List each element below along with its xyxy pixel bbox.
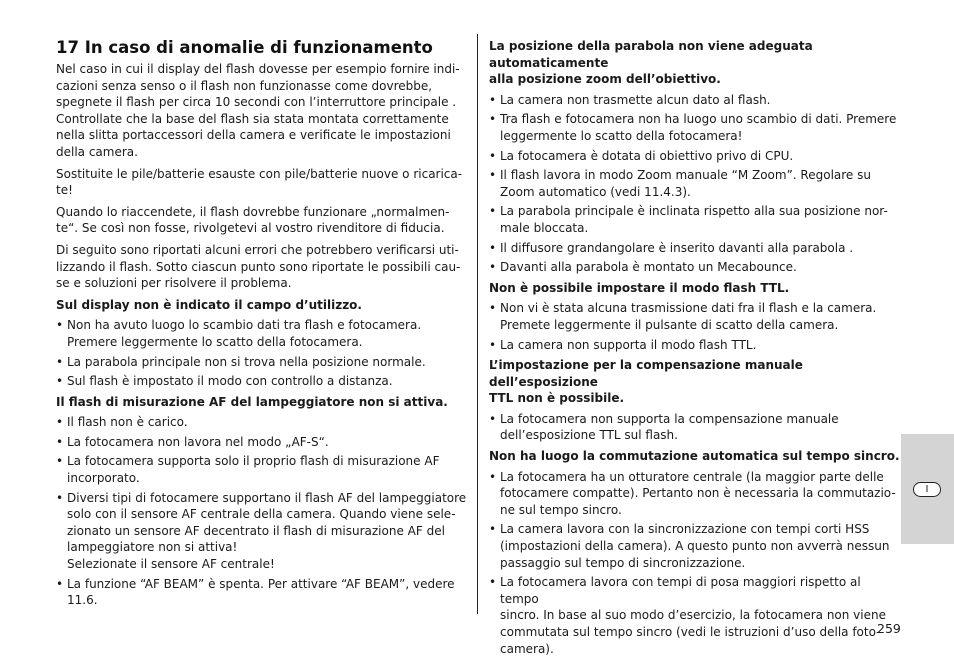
left-column bbox=[56, 38, 468, 613]
list-item-text: Diversi tipi di fotocamere supportano il flash AF del lampeggiatore solo con il sensore AF centrale della camera. Quando viene sele- zionato un sensore AF decentrato il flash di misurazione AF del lampeggiatore non si attiva! Selezionate il sensore AF centrale! bbox=[67, 490, 467, 572]
bullet-icon: • bbox=[56, 434, 64, 449]
bullet-icon: • bbox=[489, 337, 497, 352]
list-item-text: La fotocamera supporta solo il proprio flash di misurazione AF incorporato. bbox=[67, 454, 440, 486]
list-item-text: Davanti alla parabola è montato un Mecabounce. bbox=[500, 260, 797, 275]
intro-paragraph: Di seguito sono riportati alcuni errori che potrebbero verificarsi uti- lizzando il flash. Sotto ciascun punto sono riportate le possibili cau- se e soluzioni per risolvere il problema. bbox=[56, 242, 461, 291]
bullet-icon: • bbox=[489, 112, 497, 127]
list-item bbox=[489, 259, 901, 276]
bullet-icon: • bbox=[489, 148, 497, 163]
bullet-list bbox=[489, 411, 901, 444]
list-item-text: Non vi è stata alcuna trasmissione dati fra il flash e la camera. Premete leggermente il pulsante di scatto della camera. bbox=[500, 301, 877, 332]
list-item bbox=[489, 92, 901, 109]
bullet-icon: • bbox=[489, 240, 497, 255]
list-item-text: La parabola principale non si trova nella posizione normale. bbox=[67, 354, 426, 369]
subsection-heading: Non ha luogo la commutazione automatica sul tempo sincro. bbox=[489, 449, 900, 464]
bullet-icon: • bbox=[489, 575, 497, 590]
list-item-text: La camera lavora con la sincronizzazione con tempi corti HSS (impostazioni della camera). A questo punto non avverrà nessun passaggio sul tempo di sincronizzazione. bbox=[500, 522, 890, 570]
list-item bbox=[56, 490, 468, 573]
right-column bbox=[489, 38, 901, 661]
list-item bbox=[489, 411, 901, 444]
bullet-list bbox=[56, 317, 468, 389]
list-item bbox=[56, 373, 468, 390]
left-sections bbox=[56, 297, 468, 609]
language-badge: I bbox=[913, 482, 941, 497]
intro-text bbox=[56, 61, 468, 292]
intro-paragraph: Quando lo riaccendete, il flash dovrebbe funzionare „normalmen- te“. Se così non fosse, rivolgetevi al vostro rivenditore di fiducia. bbox=[56, 204, 450, 236]
language-tab bbox=[901, 434, 954, 544]
list-item bbox=[56, 317, 468, 350]
list-item-text: Il flash non è carico. bbox=[67, 415, 188, 430]
bullet-icon: • bbox=[489, 92, 497, 107]
list-item bbox=[56, 453, 468, 486]
subsection-heading: La posizione della parabola non viene adeguata automaticamente alla posizione zoom dell’obiettivo. bbox=[489, 39, 813, 87]
list-item bbox=[489, 111, 901, 144]
list-item bbox=[489, 240, 901, 257]
bullet-icon: • bbox=[56, 354, 64, 369]
list-item-text: La funzione “AF BEAM” è spenta. Per attivare “AF BEAM”, vedere 11.6. bbox=[67, 576, 455, 608]
subsection-heading: Non è possibile impostare il modo flash TTL. bbox=[489, 280, 790, 295]
bullet-icon: • bbox=[56, 415, 64, 430]
bullet-list bbox=[489, 469, 901, 658]
list-item-text: Sul flash è impostato il modo con controllo a distanza. bbox=[67, 374, 393, 389]
bullet-icon: • bbox=[56, 490, 64, 505]
bullet-icon: • bbox=[56, 318, 64, 333]
bullet-icon: • bbox=[56, 374, 64, 389]
bullet-list bbox=[56, 414, 468, 609]
list-item-text: La camera non supporta il modo flash TTL. bbox=[500, 337, 757, 352]
section-title: 17 In caso di anomalie di funzionamento bbox=[56, 38, 433, 57]
intro-paragraph: Nel caso in cui il display del flash dovesse per esempio fornire indi- cazioni senza senso o il flash non funzionasse come dovrebbe, spegnete il flash per circa 10 secondi con l’interruttore principale . Controllate che la base del flash sia stata montata correttamente nella slitta portaccessori della camera e verificate le impostazioni della camera. bbox=[56, 62, 460, 159]
bullet-icon: • bbox=[489, 204, 497, 219]
bullet-icon: • bbox=[489, 260, 497, 275]
list-item-text: Tra flash e fotocamera non ha luogo uno scambio di dati. Premere leggermente lo scatto della fotocamera! bbox=[500, 112, 897, 143]
bullet-icon: • bbox=[489, 411, 497, 426]
bullet-list bbox=[489, 300, 901, 353]
list-item-text: La parabola principale è inclinata rispetto alla sua posizione nor- male bloccata. bbox=[500, 204, 888, 235]
column-divider bbox=[477, 34, 478, 614]
list-item bbox=[489, 521, 901, 571]
bullet-icon: • bbox=[489, 469, 497, 484]
list-item-text: La fotocamera lavora con tempi di posa maggiori rispetto al tempo sincro. In base al suo modo d’esercizio, la fotocamera non viene commutata sul tempo sincro (vedi le istruzioni d’uso della foto- camera). bbox=[500, 575, 886, 656]
subsection-heading: Sul display non è indicato il campo d’utilizzo. bbox=[56, 297, 362, 312]
bullet-icon: • bbox=[489, 301, 497, 316]
list-item bbox=[489, 469, 901, 519]
right-sections bbox=[489, 38, 901, 657]
subsection-heading: Il flash di misurazione AF del lampeggiatore non si attiva. bbox=[56, 394, 448, 409]
list-item-text: Non ha avuto luogo lo scambio dati tra flash e fotocamera. Premere leggermente lo scatto della fotocamera. bbox=[67, 318, 422, 349]
subsection-heading: L’impostazione per la compensazione manuale dell’esposizione TTL non è possibile. bbox=[489, 358, 803, 406]
list-item-text: La fotocamera non supporta la compensazione manuale dell’esposizione TTL sul flash. bbox=[500, 411, 839, 443]
list-item bbox=[489, 203, 901, 236]
list-item-text: Il diffusore grandangolare è inserito davanti alla parabola . bbox=[500, 240, 854, 255]
list-item bbox=[489, 167, 901, 200]
list-item bbox=[489, 574, 901, 657]
list-item-text: Il flash lavora in modo Zoom manuale “M Zoom”. Regolare su Zoom automatico (vedi 11.4.3). bbox=[500, 168, 871, 199]
page-number: 259 bbox=[877, 621, 901, 636]
list-item bbox=[56, 434, 468, 451]
list-item bbox=[489, 337, 901, 354]
list-item bbox=[489, 148, 901, 165]
bullet-icon: • bbox=[489, 522, 497, 537]
list-item bbox=[56, 414, 468, 431]
list-item bbox=[489, 300, 901, 333]
bullet-list bbox=[489, 92, 901, 276]
list-item bbox=[56, 354, 468, 371]
list-item-text: La camera non trasmette alcun dato al flash. bbox=[500, 92, 771, 107]
bullet-icon: • bbox=[56, 454, 64, 469]
intro-paragraph: Sostituite le pile/batterie esauste con pile/batterie nuove o ricarica- te! bbox=[56, 166, 463, 198]
bullet-icon: • bbox=[56, 576, 64, 591]
list-item bbox=[56, 576, 468, 609]
list-item-text: La fotocamera è dotata di obiettivo privo di CPU. bbox=[500, 148, 794, 163]
list-item-text: La fotocamera ha un otturatore centrale (la maggior parte delle fotocamere compatte). Pertanto non è necessaria la commutazio- ne sul tempo sincro. bbox=[500, 469, 896, 517]
list-item-text: La fotocamera non lavora nel modo „AF-S“. bbox=[67, 434, 329, 449]
bullet-icon: • bbox=[489, 168, 497, 183]
